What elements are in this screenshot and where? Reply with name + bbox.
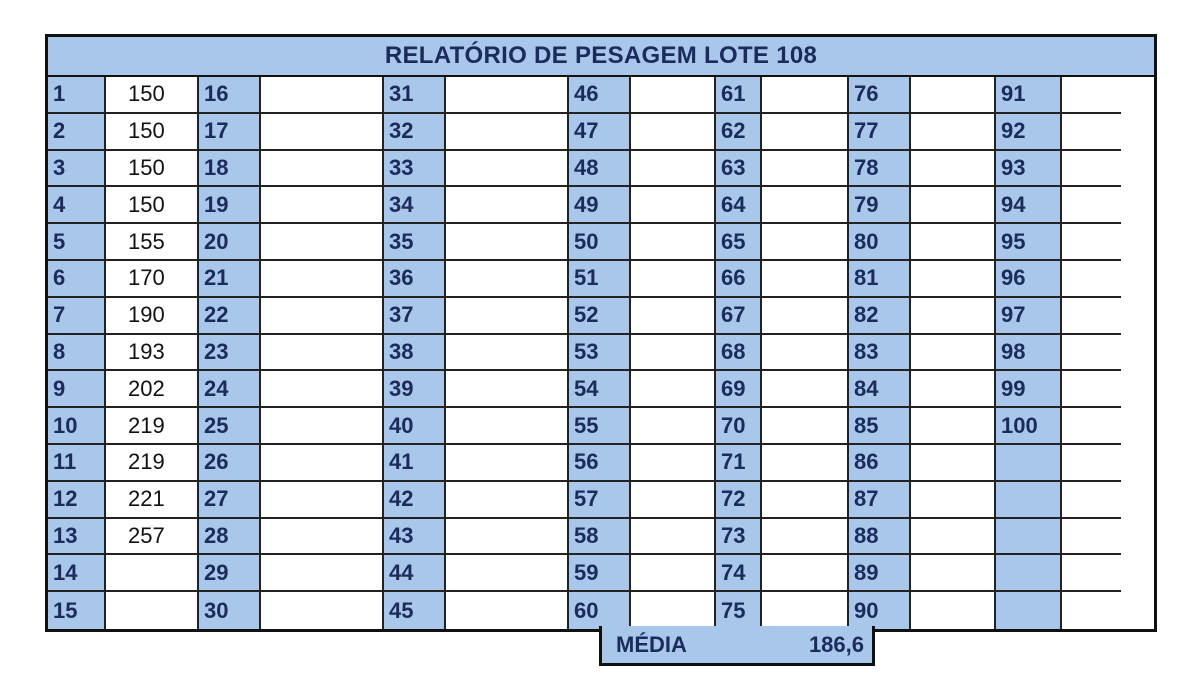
lot-number-cell: 33 [384,151,446,188]
weight-value-cell [911,298,996,335]
lot-number-cell: 84 [849,371,911,408]
weight-value-cell [261,519,384,556]
lot-number-cell: 72 [716,482,762,519]
lot-number-cell: 29 [199,555,261,592]
lot-number-cell: 2 [48,114,106,151]
weight-value-cell [762,151,849,188]
weight-value-cell [1062,519,1121,556]
lot-number-cell: 53 [569,335,631,372]
lot-number-cell: 19 [199,187,261,224]
weight-value-cell [446,408,569,445]
weight-value-cell [762,77,849,114]
weight-value-cell [446,261,569,298]
lot-number-cell: 41 [384,445,446,482]
lot-number-cell: 56 [569,445,631,482]
lot-number-cell: 11 [48,445,106,482]
weight-value-cell [762,519,849,556]
weight-value-cell [261,445,384,482]
lot-number-cell: 18 [199,151,261,188]
lot-number-cell: 57 [569,482,631,519]
lot-number-cell: 7 [48,298,106,335]
lot-number-cell: 48 [569,151,631,188]
lot-number-cell [996,555,1062,592]
lot-number-cell: 91 [996,77,1062,114]
lot-number-cell: 1 [48,77,106,114]
lot-number-cell: 82 [849,298,911,335]
lot-number-cell: 6 [48,261,106,298]
lot-number-cell: 27 [199,482,261,519]
lot-number-cell: 22 [199,298,261,335]
weight-value-cell [631,187,716,224]
average-row [599,626,875,666]
lot-number-cell: 25 [199,408,261,445]
weight-value-cell [911,335,996,372]
lot-number-cell: 43 [384,519,446,556]
lot-number-cell: 13 [48,519,106,556]
weight-value-cell [1062,151,1121,188]
lot-number-cell: 9 [48,371,106,408]
lot-number-cell: 35 [384,224,446,261]
lot-number-cell: 93 [996,151,1062,188]
average-label: MÉDIA [616,632,687,657]
weight-value-cell [261,408,384,445]
lot-number-cell: 4 [48,187,106,224]
lot-number-cell: 92 [996,114,1062,151]
lot-number-cell: 76 [849,77,911,114]
weight-value-cell [446,555,569,592]
lot-number-cell: 83 [849,335,911,372]
weight-value-cell [631,335,716,372]
lot-number-cell: 87 [849,482,911,519]
weight-value-cell [446,371,569,408]
weight-value-cell [261,114,384,151]
lot-number-cell: 67 [716,298,762,335]
lot-number-cell: 55 [569,408,631,445]
weight-value-cell [1062,371,1121,408]
weight-value-cell [911,371,996,408]
weight-value-cell [1062,77,1121,114]
weight-value-cell [1062,592,1121,629]
lot-number-cell: 34 [384,187,446,224]
weight-value-cell [911,114,996,151]
lot-number-cell: 70 [716,408,762,445]
weight-value-cell [762,482,849,519]
weight-value-cell [631,408,716,445]
weight-value-cell [911,261,996,298]
lot-number-cell: 62 [716,114,762,151]
weight-value-cell [631,77,716,114]
lot-number-cell: 54 [569,371,631,408]
weight-value-cell [446,482,569,519]
lot-number-cell: 100 [996,408,1062,445]
lot-number-cell [996,592,1062,629]
weight-value-cell [762,592,849,629]
weight-value-cell [446,77,569,114]
lot-number-cell: 52 [569,298,631,335]
lot-number-cell: 77 [849,114,911,151]
weight-value-cell [1062,445,1121,482]
weight-value-cell [261,261,384,298]
lot-number-cell: 20 [199,224,261,261]
lot-number-cell: 60 [569,592,631,629]
weight-value-cell [762,224,849,261]
weight-value-cell [1062,224,1121,261]
lot-number-cell: 14 [48,555,106,592]
lot-number-cell: 17 [199,114,261,151]
weight-value-cell [446,151,569,188]
weight-value-cell [106,555,199,592]
weight-value-cell [762,261,849,298]
weight-value-cell: 150 [106,77,199,114]
weight-value-cell: 219 [106,445,199,482]
lot-number-cell: 39 [384,371,446,408]
weight-value-cell [1062,335,1121,372]
lot-number-cell: 65 [716,224,762,261]
lot-number-cell: 51 [569,261,631,298]
weight-value-cell [911,187,996,224]
weight-value-cell [631,555,716,592]
lot-number-cell: 50 [569,224,631,261]
weight-value-cell [762,408,849,445]
lot-number-cell: 8 [48,335,106,372]
lot-number-cell: 21 [199,261,261,298]
weight-value-cell [261,298,384,335]
weight-value-cell: 150 [106,151,199,188]
weight-value-cell [1062,298,1121,335]
lot-number-cell: 97 [996,298,1062,335]
lot-number-cell: 36 [384,261,446,298]
weight-value-cell [1062,408,1121,445]
weight-value-cell: 150 [106,114,199,151]
lot-number-cell: 38 [384,335,446,372]
weight-value-cell [261,224,384,261]
lot-number-cell: 37 [384,298,446,335]
weight-value-cell [631,151,716,188]
weight-value-cell: 219 [106,408,199,445]
weight-value-cell [261,482,384,519]
lot-number-cell: 23 [199,335,261,372]
lot-number-cell: 81 [849,261,911,298]
weight-value-cell: 193 [106,335,199,372]
weight-value-cell: 257 [106,519,199,556]
lot-number-cell: 89 [849,555,911,592]
weight-value-cell [261,592,384,629]
weight-value-cell [1062,482,1121,519]
lot-number-cell: 90 [849,592,911,629]
weight-value-cell [261,335,384,372]
lot-number-cell: 32 [384,114,446,151]
weight-value-cell: 190 [106,298,199,335]
weight-value-cell [1062,261,1121,298]
weight-value-cell [106,592,199,629]
weight-value-cell [631,261,716,298]
weight-value-cell [261,77,384,114]
lot-number-cell: 78 [849,151,911,188]
lot-number-cell: 66 [716,261,762,298]
weight-value-cell [911,151,996,188]
lot-number-cell: 80 [849,224,911,261]
lot-number-cell: 5 [48,224,106,261]
weight-value-cell [762,555,849,592]
weight-value-cell [631,482,716,519]
lot-number-cell: 99 [996,371,1062,408]
weight-value-cell [1062,555,1121,592]
weight-value-cell [762,298,849,335]
weight-value-cell [762,335,849,372]
weight-value-cell [446,187,569,224]
weight-value-cell [911,77,996,114]
lot-number-cell: 86 [849,445,911,482]
weight-value-cell [911,445,996,482]
lot-number-cell: 74 [716,555,762,592]
weight-value-cell [911,408,996,445]
weight-value-cell [762,445,849,482]
weight-value-cell: 221 [106,482,199,519]
lot-number-cell: 44 [384,555,446,592]
weight-value-cell [631,371,716,408]
weight-value-cell [261,371,384,408]
weight-value-cell: 155 [106,224,199,261]
lot-number-cell [996,482,1062,519]
weight-value-cell [911,224,996,261]
lot-number-cell: 30 [199,592,261,629]
weight-value-cell [631,224,716,261]
lot-number-cell: 96 [996,261,1062,298]
lot-number-cell: 42 [384,482,446,519]
weight-value-cell: 170 [106,261,199,298]
lot-number-cell: 15 [48,592,106,629]
weight-value-cell [911,592,996,629]
lot-number-cell: 45 [384,592,446,629]
lot-number-cell [996,445,1062,482]
lot-number-cell: 64 [716,187,762,224]
weight-value-cell: 150 [106,187,199,224]
average-value: 186,6 [808,632,864,657]
weight-value-cell [446,592,569,629]
weight-value-cell [911,555,996,592]
weight-value-cell [261,151,384,188]
weight-value-cell [911,482,996,519]
lot-number-cell: 85 [849,408,911,445]
weight-value-cell [261,187,384,224]
weight-value-cell: 202 [106,371,199,408]
lot-number-cell: 10 [48,408,106,445]
lot-number-cell: 49 [569,187,631,224]
weights-grid [48,77,1154,629]
lot-number-cell: 94 [996,187,1062,224]
lot-number-cell: 75 [716,592,762,629]
weight-value-cell [631,114,716,151]
lot-number-cell: 73 [716,519,762,556]
lot-number-cell: 26 [199,445,261,482]
weight-value-cell [762,187,849,224]
lot-number-cell: 58 [569,519,631,556]
weight-value-cell [762,114,849,151]
weight-value-cell [631,445,716,482]
lot-number-cell: 47 [569,114,631,151]
lot-number-cell: 68 [716,335,762,372]
lot-number-cell: 69 [716,371,762,408]
lot-number-cell: 24 [199,371,261,408]
weight-value-cell [1062,187,1121,224]
weight-value-cell [446,335,569,372]
lot-number-cell [996,519,1062,556]
weight-value-cell [631,298,716,335]
weight-value-cell [446,445,569,482]
lot-number-cell: 16 [199,77,261,114]
lot-number-cell: 31 [384,77,446,114]
report-title: RELATÓRIO DE PESAGEM LOTE 108 [48,37,1154,77]
weight-value-cell [446,224,569,261]
lot-number-cell: 88 [849,519,911,556]
weight-value-cell [631,592,716,629]
weight-value-cell [261,555,384,592]
lot-number-cell: 61 [716,77,762,114]
lot-number-cell: 98 [996,335,1062,372]
weight-value-cell [762,371,849,408]
lot-number-cell: 59 [569,555,631,592]
weight-value-cell [911,519,996,556]
lot-number-cell: 95 [996,224,1062,261]
lot-number-cell: 71 [716,445,762,482]
lot-number-cell: 79 [849,187,911,224]
lot-number-cell: 63 [716,151,762,188]
weight-value-cell [446,114,569,151]
weight-value-cell [446,298,569,335]
lot-number-cell: 46 [569,77,631,114]
lot-number-cell: 28 [199,519,261,556]
weight-value-cell [1062,114,1121,151]
lot-number-cell: 3 [48,151,106,188]
lot-number-cell: 40 [384,408,446,445]
lot-number-cell: 12 [48,482,106,519]
weight-value-cell [446,519,569,556]
weight-value-cell [631,519,716,556]
weighing-report-table [45,34,1157,632]
